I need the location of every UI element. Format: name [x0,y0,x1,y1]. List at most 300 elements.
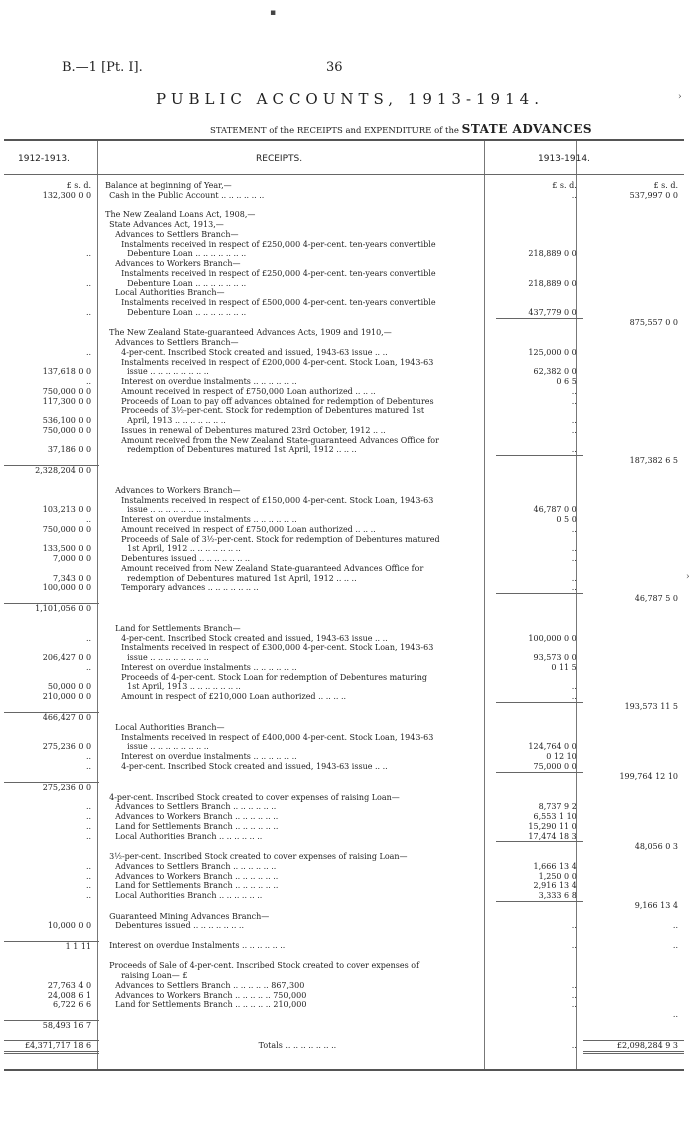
amount-1913-14-detail [496,230,583,240]
amount-1912-13: 27,763 4 0 [47,980,92,990]
receipt-description: 1st April, 1912 .. .. .. .. .. .. .. [127,544,241,554]
amount-1913-14-detail [496,852,583,862]
amount-1912-13: .. [86,662,92,672]
table-row [4,367,684,377]
amount-1913-14-total [583,348,684,358]
table-row [4,397,684,407]
amount-1912-13: 132,300 0 0 [42,190,92,200]
amount-1913-14-total [583,832,684,842]
amount-1913-14-total [583,643,684,653]
ink-mark: ▪ [270,8,277,18]
receipt-description: raising Loan— £ [121,971,188,980]
amount-1913-14-total: £ s. d. [653,181,678,190]
amount-1913-14-total [583,971,684,981]
amount-1913-14-detail [496,318,583,328]
amount-1913-14-detail: .. [496,445,583,455]
table-row [4,201,684,211]
amount-1913-14-total [583,881,684,891]
receipt-description: Land for Settlements Branch .. .. .. .. .. .. [115,881,279,891]
receipt-description: Advances to Workers Branch .. .. .. .. .. .. [115,871,279,881]
amount-1913-14-detail [496,901,583,911]
table-row [4,1000,684,1010]
amount-1913-14-total: 199,764 12 10 [619,772,678,781]
amount-1913-14-total [583,328,684,338]
amount-1913-14-total [583,298,684,308]
amount-1913-14-total [583,259,684,269]
document-title: PUBLIC ACCOUNTS, 1913-1914. [156,90,544,108]
amount-1912-13: .. [86,861,92,871]
amount-1912-13: .. [86,831,92,841]
table-row [4,1010,684,1020]
amount-1912-13 [4,456,99,466]
amount-1913-14-total: 48,056 0 3 [634,841,678,851]
amount-1913-14-detail [496,961,583,971]
receipt-description: Interest on overdue instalments .. .. .. .. .. .. [121,752,297,761]
amount-1912-13: 7,343 0 0 [52,573,92,583]
amount-1913-14-total: .. [672,1010,678,1019]
table-row [4,981,684,991]
amount-1913-14-total [583,387,684,397]
table-row [4,445,684,455]
amount-1912-13: .. [86,821,92,831]
header-receipts: RECEIPTS. [256,154,303,164]
accounts-table [4,139,684,1071]
amount-1913-14-detail [496,971,583,981]
amount-1913-14-detail: .. [571,190,577,200]
receipt-description: Debenture Loan .. .. .. .. .. .. .. [127,249,247,259]
amount-1913-14-total [583,220,684,230]
table-row [4,298,684,308]
amount-1913-14-total: .. [672,921,678,931]
amount-1912-13: 750,000 0 0 [42,425,92,435]
table-row [4,416,684,426]
amount-1913-14-total [583,288,684,298]
table-row [4,348,684,358]
receipt-description [99,1020,496,1030]
amount-1912-13 [4,535,99,545]
receipt-description [99,456,496,466]
amount-1913-14-total [583,406,684,416]
table-row [4,901,684,911]
amount-1913-14-detail: .. [496,692,583,702]
receipt-description: issue .. .. .. .. .. .. .. .. [127,742,209,752]
amount-1912-13: .. [86,377,92,386]
amount-1912-13: .. [86,249,92,259]
amount-1913-14-total [583,230,684,240]
amount-1912-13 [4,318,99,328]
amount-1912-13 [4,624,99,634]
table-row [4,872,684,882]
amount-1912-13: £4,371,717 18 6 [4,1041,99,1053]
table-row [4,971,684,981]
table-row [4,1020,684,1030]
table-row [4,692,684,702]
amount-1913-14-total [583,991,684,1001]
amount-1913-14-total [583,358,684,368]
table-row [4,456,684,466]
table-row [4,308,684,318]
amount-1912-13 [4,912,99,922]
amount-1912-13: £ s. d. [66,181,92,190]
receipt-description: Debentures issued .. .. .. .. .. .. .. [121,554,251,563]
amount-1913-14-detail [496,406,583,416]
amount-1913-14-detail [496,496,583,506]
table-row [4,921,684,931]
table-row [4,426,684,436]
amount-1913-14-detail: .. [571,396,577,406]
receipt-description: Interest on overdue Instalments .. .. .. .. .. .. [109,941,286,951]
margin-mark: › [678,92,682,102]
receipt-description: redemption of Debentures matured 1st April, 1912 .. .. .. [127,445,357,455]
amount-1913-14-total: 537,997 0 0 [629,190,678,200]
amount-1912-13 [4,269,99,279]
amount-1912-13: .. [86,812,92,821]
receipt-description: issue .. .. .. .. .. .. .. .. [127,367,209,377]
table-row [4,436,684,446]
table-row [4,1031,684,1041]
table-row [4,1041,684,1053]
table-row [4,793,684,803]
amount-1913-14-detail: .. [571,1000,577,1010]
table-row [4,624,684,634]
table-row [4,822,684,832]
amount-1912-13: 37,186 0 0 [47,445,92,455]
amount-1913-14-total [583,535,684,545]
amount-1913-14-detail: 93,573 0 0 [533,653,577,662]
amount-1912-13 [4,971,99,981]
amount-1913-14-detail: £ s. d. [552,181,577,190]
receipt-description: Local Authorities Branch— [115,722,225,732]
table-row [4,713,684,723]
amount-1912-13: .. [86,752,92,761]
amount-1912-13: 50,000 0 0 [47,682,92,692]
amount-1913-14-total [583,496,684,506]
amount-1912-13: 7,000 0 0 [52,554,92,563]
table-row [4,240,684,250]
receipt-description [99,466,496,476]
table-row [4,486,684,496]
amount-1913-14-total [583,713,684,723]
amount-1913-14-detail [496,624,583,634]
receipt-description: Advances to Workers Branch .. .. .. .. .. 750,000 [115,990,307,1000]
amount-1912-13: 100,000 0 0 [42,583,92,593]
receipt-description: Interest on overdue instalments .. .. .. .. .. .. [121,662,297,672]
amount-1913-14-total [583,564,684,574]
receipt-description: Advances to Settlers Branch— [115,229,239,239]
amount-1913-14-total: 187,382 6 5 [629,455,678,465]
table-row [4,269,684,279]
table-row [4,723,684,733]
amount-1913-14-detail: 3,333 6 8 [496,891,583,901]
amount-1913-14-detail: .. [571,1040,577,1050]
amount-1912-13 [4,594,99,604]
amount-1913-14-detail [496,842,583,852]
table-row [4,387,684,397]
table-row [4,991,684,1001]
amount-1913-14-detail: 2,916 13 4 [533,881,577,891]
amount-1912-13 [4,240,99,250]
amount-1912-13 [4,496,99,506]
receipt-description: Balance at beginning of Year,— [105,181,232,190]
amount-1913-14-detail: .. [571,980,577,990]
amount-1913-14-total [583,544,684,554]
receipt-description: Instalments received in respect of £400,000 4-per-cent. Stock Loan, 1943-63 [121,732,434,742]
receipt-description: Instalments received in respect of £250,000 4-per-cent. ten-years convertible [121,239,436,249]
amount-1913-14-detail: 0 6 5 [556,377,577,386]
amount-1912-13: 117,300 0 0 [42,396,92,406]
amount-1912-13 [4,230,99,240]
amount-1913-14-detail [496,772,583,782]
amount-1913-14-total [583,583,684,593]
amount-1913-14-detail [496,793,583,803]
amount-1913-14-detail [496,259,583,269]
amount-1913-14-total [583,961,684,971]
amount-1913-14-total [583,604,684,614]
amount-1913-14-total [583,782,684,792]
receipt-description: Proceeds of Sale of 4-per-cent. Inscribed Stock created to cover expenses of [109,961,420,971]
table-row [4,358,684,368]
table-row [4,230,684,240]
table-row [4,249,684,259]
receipt-description: Advances to Workers Branch .. .. .. .. .. .. [115,812,279,821]
amount-1913-14-total [583,752,684,762]
amount-1912-13: .. [86,633,92,643]
margin-mark: › [686,572,690,582]
amount-1913-14-total [583,872,684,882]
table-row [4,782,684,792]
receipt-description: Advances to Settlers Branch .. .. .. .. .. .. [115,861,277,871]
amount-1913-14-total [583,436,684,446]
amount-1912-13 [4,852,99,862]
header-left-year: 1912-1913. [18,154,70,164]
receipt-description: April, 1913 .. .. .. .. .. .. .. [127,416,226,425]
amount-1912-13 [4,702,99,712]
amount-1913-14-total [583,466,684,476]
amount-1913-14-detail: .. [571,554,577,563]
amount-1912-13: 133,500 0 0 [42,544,92,554]
amount-1913-14-detail: 125,000 0 0 [528,347,577,357]
statement-subtitle [210,122,592,136]
amount-1913-14-detail: .. [571,544,577,554]
amount-1913-14-detail: .. [571,524,577,534]
receipt-description: Amount received from New Zealand State-guaranteed Advances Office for [121,563,424,573]
amount-1913-14-detail [496,210,583,220]
amount-1913-14-total [583,802,684,812]
amount-1913-14-detail: 0 11 5 [551,662,577,672]
amount-1913-14-detail: 8,737 9 2 [538,802,577,812]
amount-1913-14-total [583,338,684,348]
amount-1913-14-detail: .. [496,583,583,593]
amount-1913-14-detail: .. [571,941,577,951]
receipt-description [99,901,496,911]
amount-1913-14-total [583,367,684,377]
table-row [4,476,684,486]
table-row [4,643,684,653]
amount-1912-13: 6,722 6 6 [52,1000,92,1010]
receipt-description: Instalments received in respect of £150,000 4-per-cent. Stock Loan, 1943-63 [121,495,434,505]
amount-1913-14-total [583,515,684,525]
receipt-description: Advances to Settlers Branch— [115,338,239,347]
amount-1913-14-total [583,663,684,673]
amount-1913-14-total: 193,573 11 5 [624,702,678,712]
amount-1913-14-total [583,416,684,426]
table-row [4,279,684,289]
amount-1912-13 [4,259,99,269]
receipt-description: 4-per-cent. Inscribed Stock created and issued, 1943-63 issue .. .. [121,347,388,357]
amount-1913-14-detail [496,436,583,446]
amount-1913-14-detail: .. [571,416,577,425]
amount-1912-13 [4,733,99,743]
table-row [4,702,684,712]
amount-1912-13: 2,328,204 0 0 [4,466,99,476]
table-row [4,842,684,852]
table-row [4,742,684,752]
amount-1913-14-detail [496,702,583,712]
amount-1913-14-total: 46,787 5 0 [634,593,678,603]
amount-1913-14-detail [496,269,583,279]
amount-1912-13 [4,673,99,683]
table-row [4,733,684,743]
amount-1913-14-detail: 218,889 0 0 [528,249,577,259]
amount-1912-13: 24,008 6 1 [47,990,92,1000]
receipt-description: Advances to Workers Branch— [115,259,241,268]
table-row [4,515,684,525]
amount-1913-14-detail [496,594,583,604]
amount-1913-14-detail: .. [571,573,577,583]
amount-1912-13: .. [86,347,92,357]
amount-1912-13 [4,842,99,852]
table-row [4,604,684,614]
amount-1913-14-total [583,981,684,991]
subtitle-emphasis: STATE ADVANCES [461,122,593,136]
amount-1913-14-detail [496,643,583,653]
table-row [4,338,684,348]
table-row [4,318,684,328]
table-row [4,288,684,298]
amount-1913-14-detail: .. [571,425,577,435]
amount-1912-13 [4,436,99,446]
receipt-description [99,772,496,782]
amount-1913-14-detail: 62,382 0 0 [533,367,577,377]
receipt-description: 4-per-cent. Inscribed Stock created to cover expenses of raising Loan— [109,792,400,802]
table-row [4,535,684,545]
amount-1913-14-detail: 1,666 13 4 [533,861,577,871]
amount-1913-14-detail: 46,787 0 0 [533,505,577,515]
receipt-description [99,604,496,614]
table-row [4,614,684,624]
amount-1913-14-detail [496,466,583,476]
amount-1913-14-total [583,554,684,564]
amount-1912-13 [4,643,99,653]
receipt-description: The New Zealand Loans Act, 1908,— [105,210,256,220]
table-row [4,961,684,971]
amount-1913-14-total [583,812,684,822]
amount-1913-14-detail [496,733,583,743]
receipt-description [99,702,496,712]
amount-1913-14-detail: 75,000 0 0 [496,762,583,772]
amount-1912-13: .. [86,871,92,881]
amount-1912-13: .. [86,881,92,891]
subtitle-text: STATEMENT of the RECEIPTS and EXPENDITURE of the [210,126,459,136]
amount-1913-14-total: 9,166 13 4 [634,901,678,911]
amount-1912-13 [4,564,99,574]
table-row [4,772,684,782]
receipt-description [99,318,496,328]
amount-1913-14-detail [496,535,583,545]
amount-1912-13: 58,493 16 7 [4,1020,99,1030]
amount-1913-14-total [583,692,684,702]
receipt-description: Instalments received in respect of £500,000 4-per-cent. ten-years convertible [121,298,436,307]
amount-1913-14-detail [496,713,583,723]
receipt-description: Advances to Workers Branch— [115,485,241,495]
receipt-description: issue .. .. .. .. .. .. .. .. [127,505,209,515]
amount-1913-14-total [583,673,684,683]
receipt-description [99,842,496,852]
amount-1912-13 [4,723,99,733]
table-row [4,812,684,822]
amount-1913-14-total [583,822,684,832]
amount-1913-14-detail [496,220,583,230]
amount-1912-13 [4,961,99,971]
amount-1913-14-detail [496,486,583,496]
amount-1912-13 [4,486,99,496]
amount-1913-14-detail: 0 5 0 [556,515,577,524]
amount-1913-14-total [583,249,684,259]
amount-1912-13 [4,1010,99,1020]
amount-1913-14-total [583,762,684,772]
amount-1913-14-total [583,397,684,407]
amount-1913-14-detail [496,338,583,348]
amount-1913-14-total [583,426,684,436]
table-row [4,802,684,812]
table-row [4,554,684,564]
amount-1913-14-detail: 1,250 0 0 [538,871,577,881]
amount-1912-13 [4,220,99,230]
receipt-description: Proceeds of Sale of 3½-per-cent. Stock for redemption of Debentures matured [121,534,440,544]
amount-1913-14-detail [496,723,583,733]
amount-1912-13 [4,288,99,298]
amount-1913-14-total [583,852,684,862]
receipt-description: Instalments received in respect of £300,000 4-per-cent. Stock Loan, 1943-63 [121,643,434,653]
table-row [4,931,684,941]
amount-1912-13 [4,772,99,782]
table-row [4,210,684,220]
amount-1913-14-detail [496,328,583,338]
amount-1913-14-detail: 6,553 1 10 [533,812,577,821]
receipt-description: Interest on overdue instalments .. .. .. .. .. .. [121,515,297,524]
amount-1913-14-detail: 124,764 0 0 [528,742,577,752]
amount-1913-14-total [583,862,684,872]
table-row [4,762,684,772]
receipt-description: Debentures issued .. .. .. .. .. .. .. [115,921,245,931]
amount-1912-13 [4,328,99,338]
column-headers [4,141,684,175]
amount-1913-14-total: .. [672,941,678,951]
amount-1912-13 [4,298,99,308]
receipt-description: Advances to Settlers Branch .. .. .. .. .. 867,300 [115,980,305,990]
receipt-description: 1st April, 1913 .. .. .. .. .. .. .. [127,682,241,692]
receipt-description: Land for Settlements Branch— [115,623,241,633]
receipt-description [99,713,496,723]
table-row [4,574,684,584]
receipt-description: Interest on overdue instalments .. .. .. .. .. .. [121,377,297,386]
amount-1913-14-detail [496,1020,583,1030]
amount-1913-14-total [583,733,684,743]
receipt-description: Local Authorities Branch .. .. .. .. .. .. [115,831,263,841]
amount-1913-14-detail [496,288,583,298]
receipt-description: Local Authorities Branch— [115,288,225,298]
amount-1913-14-total [583,308,684,318]
